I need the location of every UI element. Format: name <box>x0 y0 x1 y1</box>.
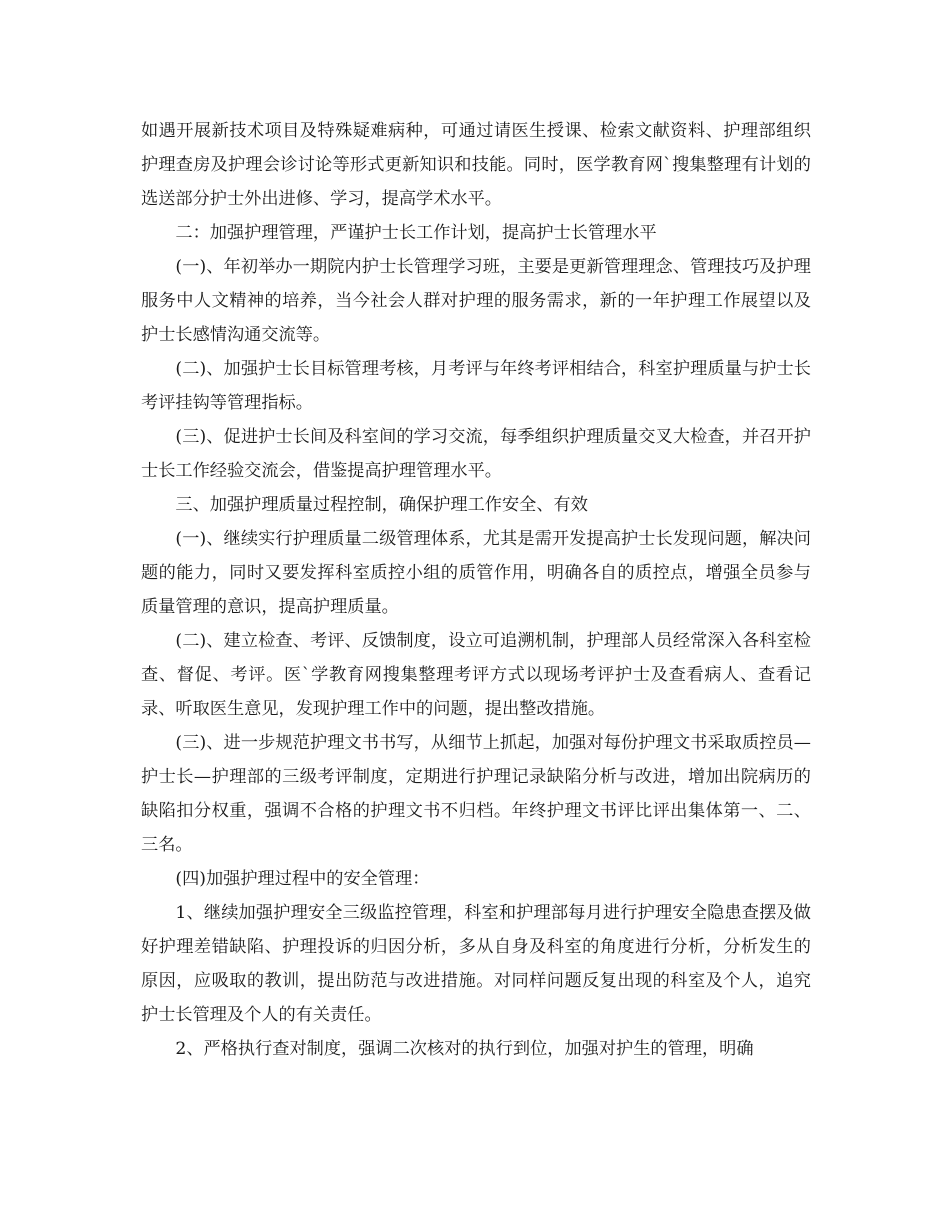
paragraph-3-4-item-1: 1、继续加强护理安全三级监控管理，科室和护理部每月进行护理安全隐患查摆及做好护理差错缺陷、护理投诉的归因分析，多从自身及科室的角度进行分析，分析发生的原因，应吸取的教训，提出防范与改进措施。对同样问题反复出现的科室及个人，追究护士长管理及个人的有关责任。 <box>141 903 811 1025</box>
paragraph-3-4-item-2: 2、严格执行查对制度，强调二次核对的执行到位，加强对护生的管理，明确 <box>175 1039 754 1059</box>
section-heading-2: 二：加强护理管理，严谨护士长工作计划，提高护士长管理水平 <box>175 223 657 243</box>
paragraph-3-3: (三)、进一步规范护理文书书写，从细节上抓起，加强对每份护理文书采取质控员—护士长—护理部的三级考评制度，定期进行护理记录缺陷分析与改进，增加出院病历的缺陷扣分权重，强调不合格的护理文书不归档。年终护理文书评比评出集体第一、二、三名。 <box>141 733 811 855</box>
section-heading-3: 三、加强护理质量过程控制，确保护理工作安全、有效 <box>175 495 588 515</box>
paragraph-3-1: (一)、继续实行护理质量二级管理体系，尤其是需开发提高护士长发现问题，解决问题的能力，同时又要发挥科室质控小组的质管作用，明确各自的质控点，增强全员参与质量管理的意识，提高护理质量。 <box>141 529 811 617</box>
paragraph-2-1: (一)、年初举办一期院内护士长管理学习班，主要是更新管理理念、管理技巧及护理服务中人文精神的培养，当今社会人群对护理的服务需求，新的一年护理工作展望以及护士长感情沟通交流等。 <box>141 257 811 345</box>
paragraph-2-3: (三)、促进护士长间及科室间的学习交流，每季组织护理质量交叉大检查，并召开护士长工作经验交流会，借鉴提高护理管理水平。 <box>141 427 811 481</box>
paragraph-2-2: (二)、加强护士长目标管理考核，月考评与年终考评相结合，科室护理质量与护士长考评挂钩等管理指标。 <box>141 359 811 413</box>
paragraph-3-4-heading: (四)加强护理过程中的安全管理： <box>175 869 430 889</box>
paragraph-continuation: 如遇开展新技术项目及特殊疑难病种，可通过请医生授课、检索文献资料、护理部组织护理查房及护理会诊讨论等形式更新知识和技能。同时，医学教育网`搜集整理有计划的选送部分护士外出进修、学习，提高学术水平。 <box>141 121 811 209</box>
paragraph-3-2: (二)、建立检查、考评、反馈制度，设立可追溯机制，护理部人员经常深入各科室检查、督促、考评。医`学教育网搜集整理考评方式以现场考评护士及查看病人、查看记录、听取医生意见，发现护理工作中的问题，提出整改措施。 <box>141 631 811 719</box>
document-body <box>141 114 811 1066</box>
